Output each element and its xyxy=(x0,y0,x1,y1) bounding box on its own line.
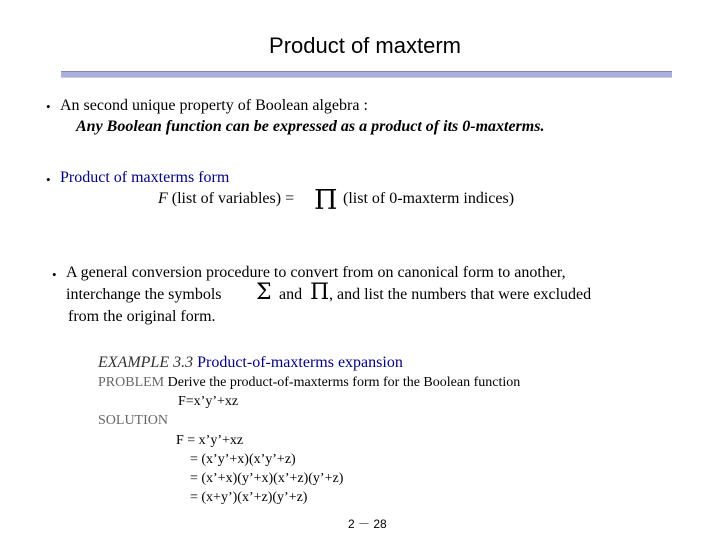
maxterm-formula-lhs xyxy=(158,189,294,209)
problem-text: Derive the product-of-maxterms form for the Boolean function xyxy=(164,375,521,390)
example-title: Product-of-maxterms expansion xyxy=(193,354,403,371)
slide-title: Product of maxterm xyxy=(269,33,461,58)
bullet-marker-3: • xyxy=(52,267,57,282)
formula-lhs-text: (list of variables) = xyxy=(167,190,295,207)
bullet-marker-1: • xyxy=(46,99,51,114)
product-symbol-icon: Π xyxy=(310,280,330,305)
solution-step-1: F = x’y’+xz xyxy=(176,433,244,448)
bullet-marker-2: • xyxy=(46,172,51,187)
conversion-line-1: A general conversion procedure to convert from on canonical form to another, xyxy=(66,264,566,281)
conversion-line-2b: and xyxy=(279,286,303,303)
solution-step-4: = (x+y’)(x’+z)(y’+z) xyxy=(190,490,308,505)
property-statement: An second unique property of Boolean algebra : xyxy=(60,97,368,114)
problem-label: PROBLEM xyxy=(98,375,165,390)
page-number: 2 － 28 xyxy=(348,517,387,531)
solution-label: SOLUTION xyxy=(98,413,168,428)
conversion-line-3: from the original form. xyxy=(68,308,216,325)
problem-statement xyxy=(98,373,520,392)
property-claim: Any Boolean function can be expressed as a product of its 0-maxterms. xyxy=(76,118,545,135)
example-label: EXAMPLE 3.3 xyxy=(98,354,194,371)
function-variable: F xyxy=(158,190,168,207)
conversion-line-2c: , and list the numbers that were excluded xyxy=(329,286,592,303)
sum-symbol-icon: Σ xyxy=(256,280,272,305)
problem-function: F=x’y’+xz xyxy=(178,394,239,409)
example-heading xyxy=(98,353,403,373)
title-divider xyxy=(61,71,672,78)
maxterm-form-label: Product of maxterms form xyxy=(60,169,230,186)
product-symbol-icon: Π xyxy=(314,185,338,216)
solution-step-2: = (x’y’+x)(x’y’+z) xyxy=(190,452,296,467)
conversion-line-2a: interchange the symbols xyxy=(66,286,222,303)
maxterm-formula-rhs: (list of 0-maxterm indices) xyxy=(343,190,515,207)
solution-step-3: = (x’+x)(y’+x)(x’+z)(y’+z) xyxy=(190,471,344,486)
